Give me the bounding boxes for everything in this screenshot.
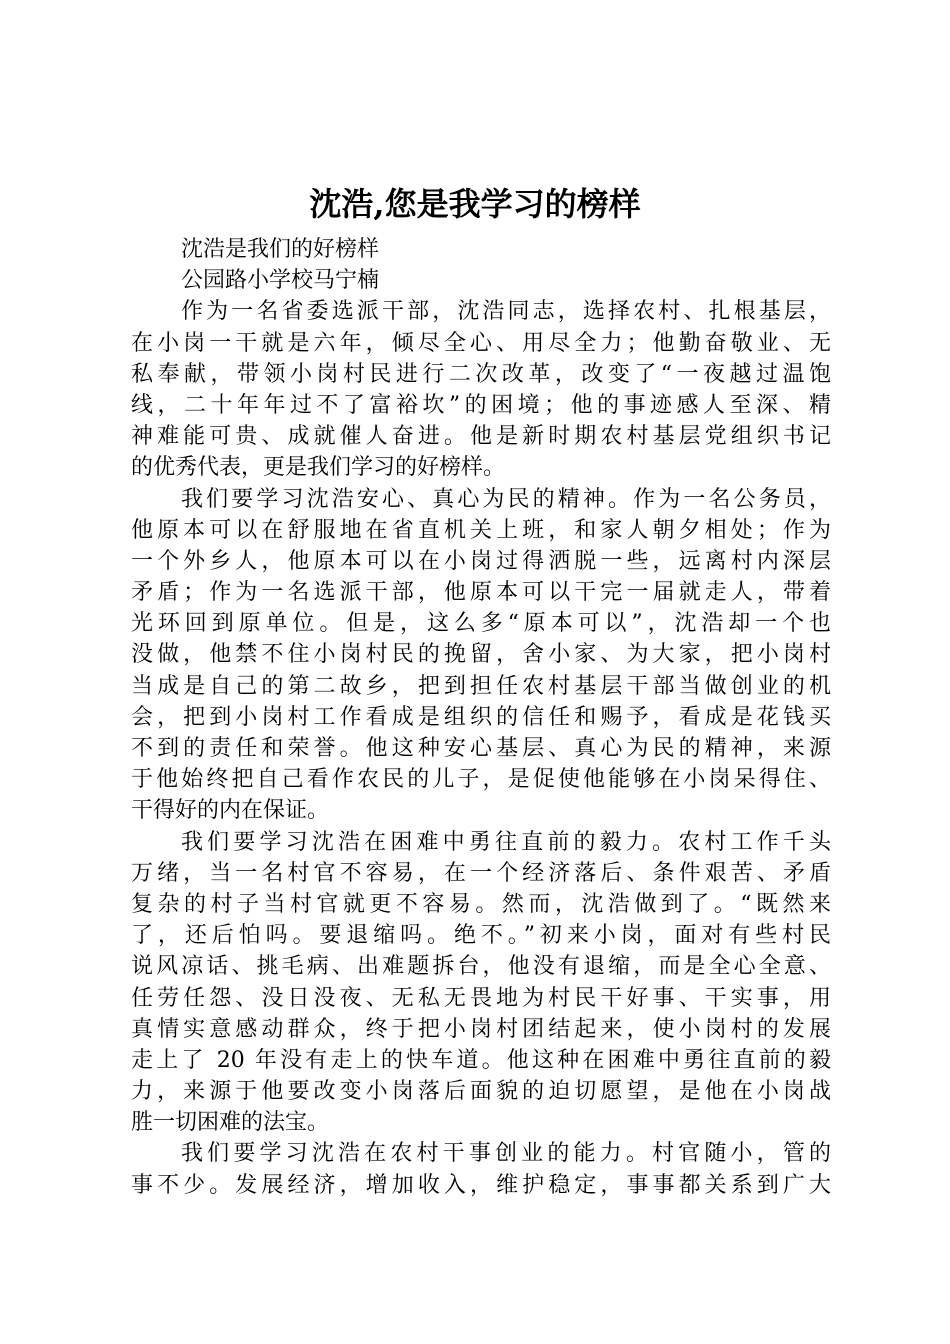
text-line: 矛盾；作为一名选派干部，他原本可以干完一届就走人，带着 (131, 580, 831, 606)
text-line: 干得好的内在保证。 (131, 798, 330, 824)
text-line: 没做，他禁不住小岗村民的挽留，舍小家、为大家，把小岗村 (131, 642, 831, 668)
text-line: 公园路小学校马宁楠 (181, 268, 380, 294)
text-line: 线，二十年年过不了富裕坎”的困境；他的事迹感人至深、精 (131, 392, 831, 418)
text-line: 走上了 20 年没有走上的快车道。他这种在困难中勇往直前的毅 (131, 1047, 831, 1073)
text-line: 在小岗一干就是六年，倾尽全心、用尽全力；他勤奋敬业、无 (131, 330, 831, 356)
text-line: 沈浩是我们的好榜样 (181, 237, 380, 262)
text-line: 私奉献，带领小岗村民进行二次改革，改变了“一夜越过温饱 (131, 361, 831, 387)
text-line: 不到的责任和荣誉。他这种安心基层、真心为民的精神，来源 (131, 736, 831, 761)
text-line: 真情实意感动群众，终于把小岗村团结起来，使小岗村的发展 (131, 1016, 831, 1042)
text-line: 说风凉话、挑毛病、出难题拆台，他没有退缩，而是全心全意、 (131, 954, 831, 980)
text-line: 我们要学习沈浩在困难中勇往直前的毅力。农村工作千头 (181, 829, 831, 855)
text-line: 他原本可以在舒服地在省直机关上班，和家人朝夕相处；作为 (131, 517, 831, 543)
text-line: 当成是自己的第二故乡，把到担任农村基层干部当做创业的机 (131, 673, 831, 699)
text-line: 我们要学习沈浩在农村干事创业的能力。村官随小，管的 (181, 1141, 831, 1167)
text-line: 万绪，当一名村官不容易，在一个经济落后、条件艰苦、矛盾 (131, 860, 831, 886)
document-title: 沈浩,您是我学习的榜样 (309, 185, 641, 223)
text-line: 复杂的村子当村官就更不容易。然而，沈浩做到了。“既然来 (131, 891, 831, 917)
text-line: 于他始终把自己看作农民的儿子，是促使他能够在小岗呆得住、 (131, 767, 831, 793)
text-line: 作为一名省委选派干部，沈浩同志，选择农村、扎根基层， (181, 299, 831, 325)
text-line: 神难能可贵、成就催人奋进。他是新时期农村基层党组织书记 (131, 424, 831, 450)
text-line: 胜一切困难的法宝。 (131, 1110, 330, 1136)
text-line: 会，把到小岗村工作看成是组织的信任和赐予，看成是花钱买 (131, 704, 831, 730)
text-line: 我们要学习沈浩安心、真心为民的精神。作为一名公务员， (181, 486, 831, 512)
text-line: 光环回到原单位。但是，这么多“原本可以”，沈浩却一个也 (131, 611, 831, 637)
document-body (131, 234, 831, 1201)
text-line: 任劳任怨、没日没夜、无私无畏地为村民干好事、干实事，用 (131, 985, 831, 1011)
text-line: 力，来源于他要改变小岗落后面貌的迫切愿望，是他在小岗战 (131, 1079, 831, 1105)
text-line: 事不少。发展经济，增加收入，维护稳定，事事都关系到广大 (131, 1172, 831, 1198)
text-line: 的优秀代表，更是我们学习的好榜样。 (131, 455, 506, 481)
text-line: 了，还后怕吗。要退缩吗。绝不。”初来小岗，面对有些村民 (131, 923, 831, 949)
text-line: 一个外乡人，他原本可以在小岗过得洒脱一些，远离村内深层 (131, 548, 831, 574)
